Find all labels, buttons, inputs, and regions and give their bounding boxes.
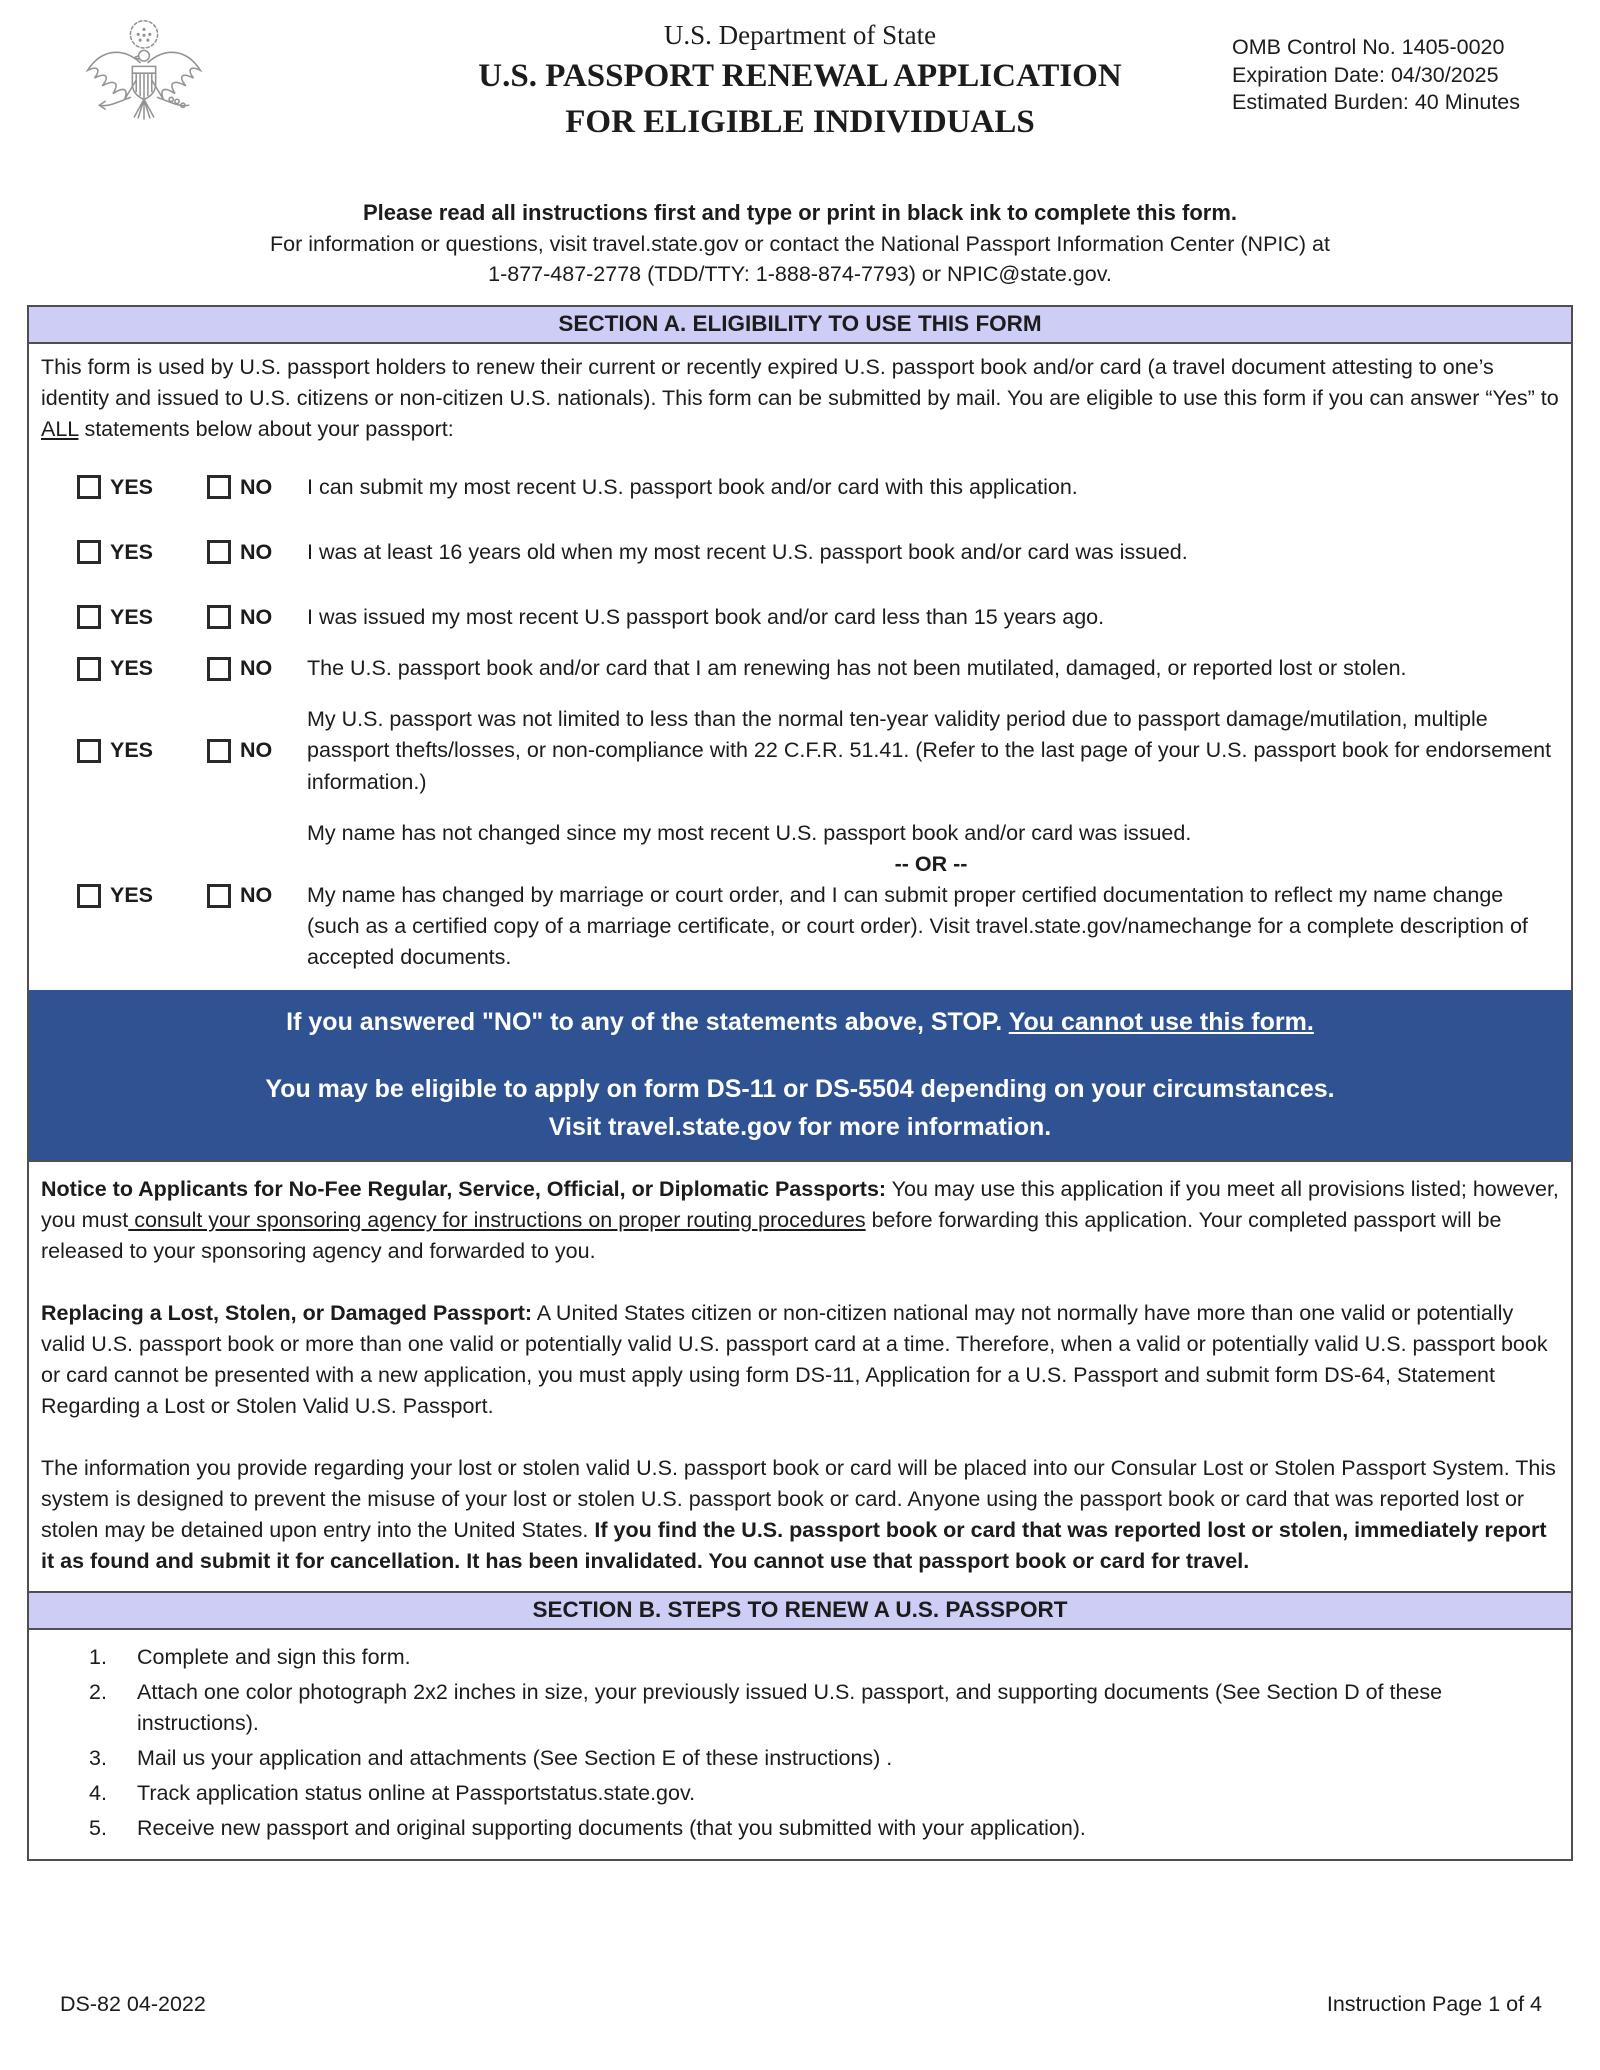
yes-checkbox-6[interactable] [77,884,101,908]
statement-row-6 [77,818,1555,974]
statement-6-or: -- OR -- [894,851,968,876]
yes-checkbox-1[interactable] [77,475,101,499]
statement-row-2 [77,537,1555,568]
no-checkbox-6[interactable] [207,884,231,908]
omb-expiration-date: Expiration Date: 04/30/2025 [1232,62,1499,87]
statement-row-3 [77,602,1555,633]
notices [29,1162,1571,1590]
form-number: DS-82 04-2022 [60,1992,206,2016]
eligibility-statements [29,448,1571,990]
yes-checkbox-5[interactable] [77,739,101,763]
step-4-number: 4. [89,1781,107,1806]
notice-lost-stolen-system [41,1453,1559,1577]
statement-text-1: I can submit my most recent U.S. passport book and/or card with this application. [307,474,1078,499]
statement-text-5: My U.S. passport was not limited to less than the normal ten-year validity period due to passport damage/mutilation, multiple passport thefts/losses, or non-compliance with 22 C.F.R. 51.41. (Refer to the last page of your U.S. passport book for endorsement information.) [307,707,1552,794]
step-2-text: Attach one color photograph 2x2 inches in size, your previously issued U.S. passport, and supporting documents (See Section D of these instructions). [137,1679,1443,1735]
yes-label: YES [110,474,154,499]
statement-6-part1: My name has not changed since my most recent U.S. passport book and/or card was issued. [307,820,1192,845]
no-checkbox-2[interactable] [207,540,231,564]
no-label: NO [240,738,273,763]
step-2 [89,1677,1557,1739]
stop-banner-line2: You may be eligible to apply on form DS-11 or DS-5504 depending on your circumstances. [265,1075,1335,1104]
yes-label: YES [110,604,154,629]
notice-no-fee-underline: consult your sponsoring agency for instructions on proper routing procedures [128,1208,866,1233]
page-footer [60,1992,1542,2017]
omb-estimated-burden: Estimated Burden: 40 Minutes [1232,90,1521,115]
notice-no-fee-text1: You may use this application if you meet all provisions listed; however, you must [41,1177,1559,1233]
yes-label: YES [110,656,154,681]
step-3-number: 3. [89,1746,107,1771]
yes-checkbox-3[interactable] [77,605,101,629]
no-label: NO [240,604,273,629]
renewal-steps [29,1630,1571,1859]
stop-banner-line1-underline: You cannot use this form. [1008,1007,1314,1036]
no-label: NO [240,474,273,499]
statement-text-6 [307,818,1555,974]
form-title-line2: FOR ELIGIBLE INDIVIDUALS [565,104,1035,141]
intro-line3: 1-877-487-2778 (TDD/TTY: 1-888-874-7793) or NPIC@state.gov. [488,261,1112,286]
yes-label: YES [110,883,154,908]
yes-label: YES [110,738,154,763]
statement-row-4 [77,653,1555,684]
yes-checkbox-2[interactable] [77,540,101,564]
notice-lost-stolen-text: The information you provide regarding your lost or stolen valid U.S. passport book or card will be placed into our Consular Lost or Stolen Passport System. This system is designed to prevent the misuse of your lost or stolen U.S. passport book or card. Anyone using the passport book or card that was reported lost or stolen may be detained upon entry into the United States. [41,1455,1556,1542]
no-checkbox-3[interactable] [207,605,231,629]
step-1-number: 1. [89,1644,107,1669]
step-5-number: 5. [89,1816,107,1841]
form-title-line1: U.S. PASSPORT RENEWAL APPLICATION [478,58,1122,94]
stop-banner [29,990,1571,1163]
statement-text-3: I was issued my most recent U.S passport book and/or card less than 15 years ago. [307,604,1105,629]
section-b-header: SECTION B. STEPS TO RENEW A U.S. PASSPORT [29,1591,1571,1630]
notice-no-fee [41,1174,1559,1267]
step-2-number: 2. [89,1679,107,1704]
section-a-intro-text: This form is used by U.S. passport holders to renew their current or recently expired U.S. passport book and/or card (a travel document attesting to one’s identity and issued to U.S. citizens or non-citizen U.S. nationals). This form can be submitted by mail. You are eligible to use this form if you can answer “Yes” to [41,354,1559,411]
intro-line2: For information or questions, visit travel.state.gov or contact the National Passport Information Center (NPIC) at [270,231,1330,256]
stop-banner-line3: Visit travel.state.gov for more information. [548,1112,1052,1141]
statement-text-2: I was at least 16 years old when my most recent U.S. passport book and/or card was issued. [307,539,1188,564]
notice-replacing [41,1298,1559,1422]
form-instructions-intro [0,198,1600,289]
statement-text-4: The U.S. passport book and/or card that I am renewing has not been mutilated, damaged, or reported lost or stolen. [307,656,1407,681]
section-a-header: SECTION A. ELIGIBILITY TO USE THIS FORM [29,307,1571,344]
great-seal-icon [76,12,212,148]
notice-lost-stolen-bold: If you find the U.S. passport book or card that was reported lost or stolen, immediately report it as found and submit it for cancellation. It has been invalidated. You cannot use that passport book or card for travel. [41,1517,1547,1573]
intro-bold-line: Please read all instructions first and type or print in black ink to complete this form. [362,200,1238,225]
notice-replacing-heading: Replacing a Lost, Stolen, or Damaged Passport: [41,1300,533,1325]
form-body [27,305,1573,1861]
section-a-intro [29,344,1571,448]
no-checkbox-5[interactable] [207,739,231,763]
no-checkbox-1[interactable] [207,475,231,499]
notice-no-fee-heading: Notice to Applicants for No-Fee Regular, Service, Official, or Diplomatic Passports: [41,1177,887,1202]
section-a-intro-text2: statements below about your passport: [78,417,454,442]
statement-6-part2: My name has changed by marriage or court order, and I can submit proper certified documentation to reflect my name change (such as a certified copy of a marriage certificate, or court order). Visit travel.state.gov/namechange for a complete description of accepted documents. [307,883,1528,970]
step-5-text: Receive new passport and original supporting documents (that you submitted with your application). [137,1816,1086,1841]
omb-control-number: OMB Control No. 1405-0020 [1232,35,1505,59]
page-indicator: Instruction Page 1 of 4 [1326,1992,1542,2016]
no-checkbox-4[interactable] [207,657,231,681]
step-4-text: Track application status online at Passportstatus.state.gov. [137,1781,696,1806]
yes-label: YES [110,539,154,564]
stop-banner-line1: If you answered "NO" to any of the statements above, STOP. [286,1007,1009,1036]
page-header [0,0,1600,150]
step-3-text: Mail us your application and attachments (See Section E of these instructions) . [137,1746,893,1771]
notice-no-fee-text2: before forwarding this application. Your completed passport will be released to your sponsoring agency and forwarded to you. [41,1208,1502,1263]
step-1 [89,1642,1557,1673]
agency-name: U.S. Department of State [663,20,937,50]
notice-replacing-text: A United States citizen or non-citizen national may not normally have more than one valid or potentially valid U.S. passport book or more than one valid or potentially valid U.S. passport card at a time. Therefore, when a valid or potentially valid U.S. passport book or card cannot be presented with a new application, you must apply using form DS-11, Application for a U.S. Passport and submit form DS-64, Statement Regarding a Lost or Stolen Valid U.S. Passport. [41,1300,1548,1418]
step-4 [89,1778,1557,1809]
no-label: NO [240,656,273,681]
no-label: NO [240,539,273,564]
step-1-text: Complete and sign this form. [137,1644,411,1669]
statement-row-5 [77,704,1555,798]
no-label: NO [240,883,273,908]
section-a-intro-all-underline: ALL [41,417,79,442]
statement-row-1 [77,472,1555,503]
omb-block [1232,34,1520,117]
step-5 [89,1813,1557,1844]
yes-checkbox-4[interactable] [77,657,101,681]
step-3 [89,1743,1557,1774]
